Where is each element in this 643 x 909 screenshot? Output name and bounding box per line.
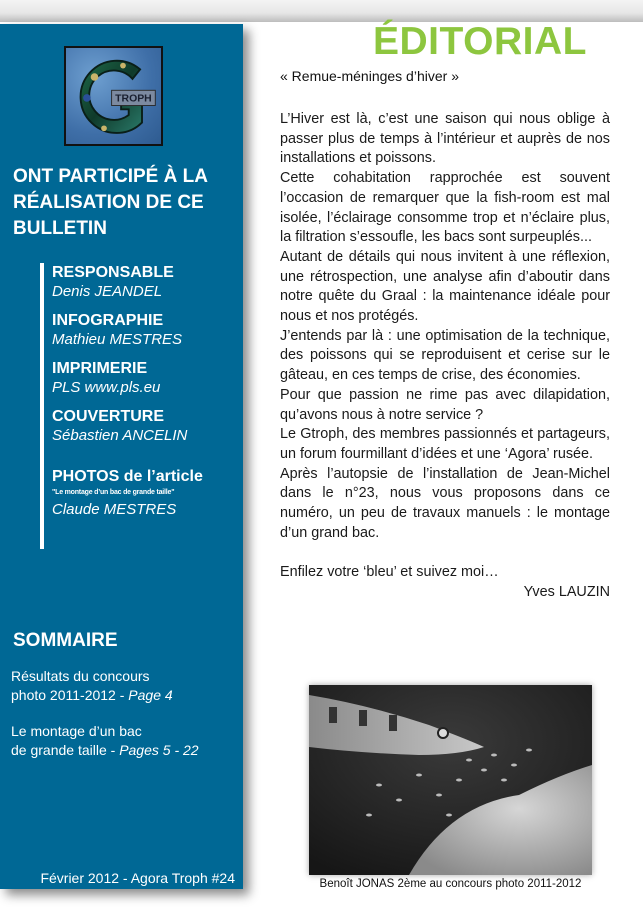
gtroph-logo	[64, 46, 163, 146]
credit-article-title: "Le montage d’un bac de grande taille"	[52, 489, 175, 496]
credit-photos	[52, 467, 240, 519]
toc-line: Le montage d’un bac	[11, 723, 142, 739]
photo-caption: Benoît JONAS 2ème au concours photo 2011-2012	[319, 878, 582, 890]
contest-photo	[309, 685, 592, 875]
table-of-contents	[11, 667, 236, 777]
paragraph: Le Gtroph, des membres passionnés et partageurs, un forum fourmillant d’idées et une ‘Agora’ rusée.	[280, 426, 610, 462]
paragraph: Après l’autopsie de l’installation de Jean-Michel dans le n°23, nous vous proposons dans ce numéro, un peu de travaux manuels : le montage d’un grand bac.	[280, 465, 610, 541]
editorial-title: ÉDITORIAL	[373, 20, 587, 63]
toc-text: photo 2011-2012 -	[11, 687, 129, 703]
credit-role: PHOTOS de l’article	[52, 468, 203, 485]
credit-name: Sébastien ANCELIN	[52, 427, 188, 444]
toc-page: Page 4	[128, 687, 173, 703]
toc-line	[11, 741, 236, 760]
toc-line: Résultats du concours	[11, 668, 150, 684]
credit-couverture	[52, 407, 240, 445]
credit-infographie	[52, 311, 240, 349]
paragraph: Pour que passion ne rime pas avec dilapidation, qu’avons nous à notre service ?	[280, 386, 610, 423]
credit-responsable	[52, 263, 240, 301]
toc-item[interactable]	[11, 722, 236, 760]
page-top-shadow	[0, 0, 643, 22]
credits-heading: ONT PARTICIPÉ À LA RÉALISATION DE CE BULLETIN	[13, 166, 208, 239]
fish-photo-graphic	[309, 685, 592, 875]
credit-role: COUVERTURE	[52, 408, 165, 425]
credit-name: Denis JEANDEL	[52, 283, 163, 300]
credit-role: IMPRIMERIE	[52, 360, 148, 377]
logo-graphic	[66, 48, 161, 144]
credit-name: Claude MESTRES	[52, 501, 177, 518]
sidebar	[0, 24, 243, 889]
editorial-subtitle: « Remue-méninges d’hiver »	[280, 68, 459, 84]
closing-line: Enfilez votre ‘bleu’ et suivez moi…	[280, 564, 499, 581]
credit-name: PLS www.pls.eu	[52, 379, 161, 396]
credit-role: RESPONSABLE	[52, 264, 174, 281]
toc-line	[11, 686, 236, 705]
credit-imprimerie	[52, 359, 240, 397]
credit-name: Mathieu MESTRES	[52, 331, 183, 348]
paragraph: J’entends par là : une optimisation de la technique, des poissons qui se reproduisent et cerise sur le gâteau, en ces temps de crise, des économies.	[280, 327, 610, 384]
toc-page: Pages 5 - 22	[119, 742, 199, 758]
toc-item[interactable]	[11, 667, 236, 705]
credits-list	[40, 263, 240, 549]
issue-footer: Février 2012 - Agora Troph #24	[40, 870, 235, 886]
paragraph: Autant de détails qui nous invitent à une réflexion, une rétrospection, une analyse afin d’aboutir dans notre quête du Graal : la maintenance idéale pour nous et nos protégés.	[280, 248, 610, 325]
toc-text: de grande taille -	[11, 742, 120, 758]
logo-text: TROPH	[115, 93, 152, 105]
paragraph: Cette cohabitation rapprochée est souvent l’occasion de remarquer que la fish-room est mal isolée, l’éclairage consomme trop et n’éclaire plus, la filtration s’essoufle, les bacs sont surpeuplés...	[280, 170, 610, 246]
sommaire-heading: SOMMAIRE	[13, 630, 118, 651]
editorial-body	[280, 110, 610, 603]
paragraph: L’Hiver est là, c’est une saison qui nous oblige à passer plus de temps à l’intérieur et auprès de nos installations et poissons.	[280, 111, 610, 167]
credit-role: INFOGRAPHIE	[52, 312, 164, 329]
signature: Yves LAUZIN	[523, 584, 610, 601]
